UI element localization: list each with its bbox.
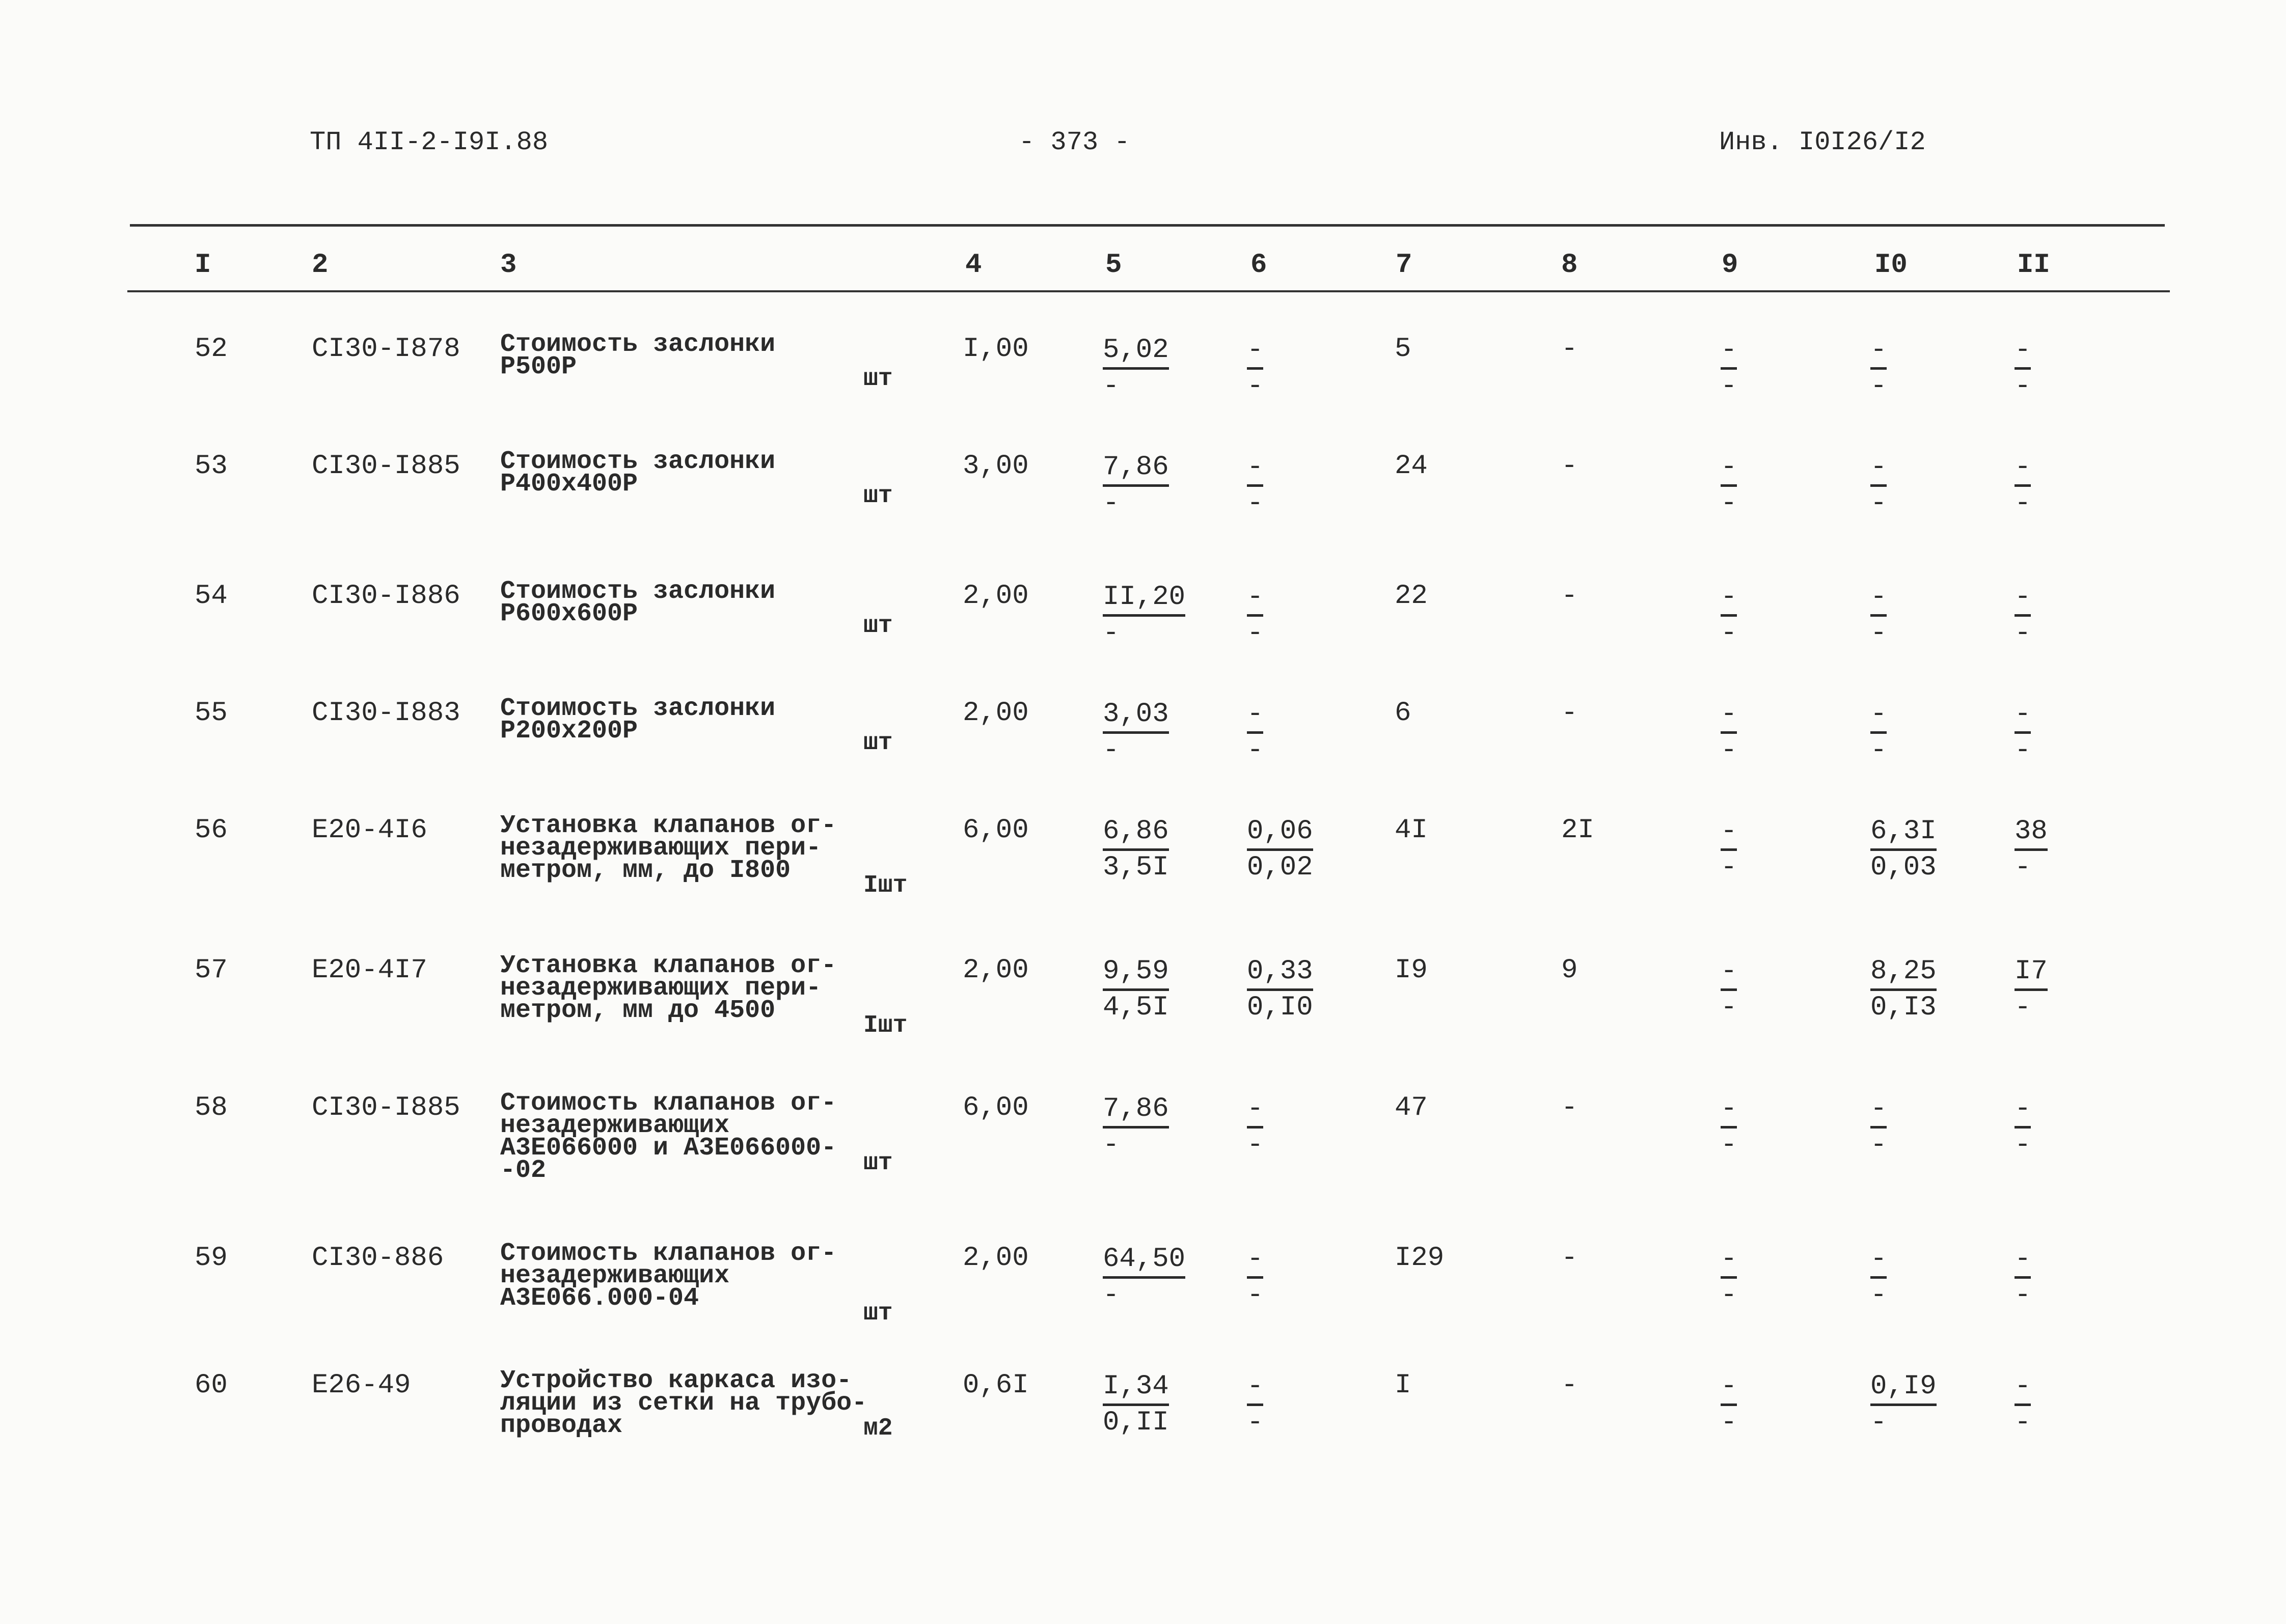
labor-total-denominator: -	[2015, 1280, 2031, 1311]
column-9-value-numerator: -	[1721, 334, 1737, 370]
labor-cost	[1870, 451, 1887, 520]
table-header-rule	[127, 290, 2170, 292]
column-9-value-numerator: -	[1721, 581, 1737, 617]
machine-cost	[1247, 581, 1263, 650]
labor-total-denominator: -	[2015, 1407, 2031, 1438]
unit-cost-denominator: -	[1103, 735, 1120, 766]
quantity: 6,00	[963, 1092, 1029, 1123]
quantity: 2,00	[963, 698, 1029, 729]
labor-cost-denominator: -	[1870, 735, 1887, 766]
labor-total-denominator: -	[2015, 371, 2031, 402]
wages-total: -	[1561, 1092, 1578, 1123]
unit-cost-numerator: 5,02	[1103, 334, 1169, 370]
labor-total-denominator: -	[2015, 852, 2031, 883]
labor-cost-numerator: 0,I9	[1870, 1370, 1937, 1406]
machine-cost-numerator: 0,33	[1247, 955, 1313, 991]
table-row	[0, 330, 2286, 456]
row-number: 60	[195, 1370, 228, 1401]
unit-cost-denominator: -	[1103, 371, 1120, 402]
labor-cost-numerator: -	[1870, 451, 1887, 487]
work-description: Стоимость заслонки Р400x400Р	[500, 447, 776, 499]
total-cost: 5	[1395, 334, 1411, 365]
page-number: - 373 -	[1019, 127, 1130, 157]
column-9-value-denominator: -	[1721, 1280, 1737, 1311]
inventory-number: Инв. I0I26/I2	[1719, 127, 1926, 157]
labor-total	[2015, 955, 2048, 1025]
wages-total: -	[1561, 334, 1578, 365]
labor-total	[2015, 581, 2031, 650]
wages-total: -	[1561, 451, 1578, 482]
table-row	[0, 447, 2286, 573]
unit-cost-numerator: 7,86	[1103, 451, 1169, 487]
column-header: 7	[1396, 250, 1412, 281]
unit-cost-numerator: 9,59	[1103, 955, 1169, 991]
column-9-value	[1721, 955, 1737, 1025]
unit-cost-numerator: II,20	[1103, 581, 1185, 617]
unit-of-measure: шт	[863, 365, 893, 393]
machine-cost-denominator: -	[1247, 1280, 1264, 1311]
machine-cost	[1247, 1370, 1263, 1440]
machine-cost	[1247, 451, 1263, 520]
labor-total-denominator: -	[2015, 618, 2031, 649]
labor-total-numerator: -	[2015, 1092, 2031, 1128]
work-description: Стоимость заслонки Р600x600Р	[500, 577, 776, 628]
column-header: 9	[1722, 250, 1738, 281]
column-header: I	[195, 250, 211, 281]
labor-cost	[1870, 334, 1887, 403]
labor-cost	[1870, 955, 1937, 1025]
column-header: I0	[1874, 250, 1908, 281]
column-header: II	[2017, 250, 2050, 281]
labor-cost	[1870, 1370, 1937, 1440]
machine-cost	[1247, 334, 1263, 403]
labor-cost-numerator: 8,25	[1870, 955, 1937, 991]
column-9-value-denominator: -	[1721, 1130, 1737, 1161]
unit-cost-numerator: 64,50	[1103, 1243, 1185, 1279]
unit-cost	[1103, 334, 1169, 403]
labor-cost-denominator: -	[1870, 1280, 1887, 1311]
machine-cost-numerator: -	[1247, 1370, 1263, 1406]
column-9-value-denominator: -	[1721, 735, 1737, 766]
machine-cost-numerator: 0,06	[1247, 815, 1313, 851]
row-number: 52	[195, 334, 228, 365]
column-9-value	[1721, 698, 1737, 767]
unit-cost-numerator: I,34	[1103, 1370, 1169, 1406]
labor-cost-numerator: -	[1870, 581, 1887, 617]
unit-of-measure: шт	[863, 1300, 893, 1327]
machine-cost-denominator: -	[1247, 735, 1264, 766]
wages-total: -	[1561, 698, 1578, 729]
labor-total-numerator: -	[2015, 698, 2031, 734]
rate-code: E20-4I6	[312, 815, 427, 846]
column-header: 5	[1105, 250, 1122, 281]
unit-cost-denominator: -	[1103, 1280, 1120, 1311]
table-row	[0, 694, 2286, 820]
unit-of-measure: шт	[863, 612, 893, 640]
row-number: 55	[195, 698, 228, 729]
unit-cost	[1103, 1243, 1185, 1312]
machine-cost	[1247, 955, 1313, 1025]
labor-cost-denominator: -	[1870, 618, 1887, 649]
column-9-value-numerator: -	[1721, 1243, 1737, 1279]
column-9-value	[1721, 1092, 1737, 1162]
rate-code: E26-49	[312, 1370, 411, 1401]
labor-cost	[1870, 581, 1887, 650]
unit-cost	[1103, 1092, 1169, 1162]
total-cost: I	[1395, 1370, 1411, 1401]
machine-cost	[1247, 698, 1263, 767]
total-cost: 24	[1395, 451, 1428, 482]
labor-cost	[1870, 1243, 1887, 1312]
quantity: 3,00	[963, 451, 1029, 482]
labor-cost-denominator: -	[1870, 1130, 1887, 1161]
row-number: 54	[195, 581, 228, 612]
machine-cost-denominator: 0,02	[1247, 852, 1313, 883]
labor-total	[2015, 451, 2031, 520]
rate-code: CI30-I886	[312, 581, 460, 612]
labor-total-numerator: 38	[2015, 815, 2048, 851]
labor-cost-denominator: -	[1870, 488, 1887, 519]
column-9-value-numerator: -	[1721, 955, 1737, 991]
rate-code: CI30-886	[312, 1243, 444, 1274]
machine-cost-denominator: 0,I0	[1247, 992, 1313, 1023]
column-header: 2	[312, 250, 329, 281]
unit-cost	[1103, 698, 1169, 767]
labor-cost-numerator: -	[1870, 698, 1887, 734]
labor-total	[2015, 1370, 2031, 1440]
quantity: 0,6I	[963, 1370, 1029, 1401]
labor-total-numerator: I7	[2015, 955, 2048, 991]
work-description: Стоимость клапанов ог- незадерживающих А3Е066.000-04	[500, 1239, 837, 1313]
rate-code: CI30-I878	[312, 334, 460, 365]
quantity: 2,00	[963, 955, 1029, 986]
labor-total	[2015, 334, 2031, 403]
labor-cost-numerator: -	[1870, 1243, 1887, 1279]
labor-cost-denominator: -	[1870, 1407, 1887, 1438]
labor-total-numerator: -	[2015, 1243, 2031, 1279]
labor-cost-denominator: 0,I3	[1870, 992, 1937, 1023]
table-row	[0, 1366, 2286, 1492]
machine-cost	[1247, 1243, 1263, 1312]
column-9-value-numerator: -	[1721, 698, 1737, 734]
machine-cost-numerator: -	[1247, 1092, 1263, 1128]
total-cost: I29	[1395, 1243, 1445, 1274]
column-9-value-denominator: -	[1721, 1407, 1737, 1438]
labor-total-numerator: -	[2015, 1370, 2031, 1406]
labor-cost-numerator: -	[1870, 334, 1887, 370]
column-header: 3	[500, 250, 517, 281]
column-9-value-numerator: -	[1721, 1092, 1737, 1128]
labor-total-numerator: -	[2015, 451, 2031, 487]
labor-cost-numerator: -	[1870, 1092, 1887, 1128]
row-number: 56	[195, 815, 228, 846]
row-number: 59	[195, 1243, 228, 1274]
rate-code: E20-4I7	[312, 955, 427, 986]
table-top-rule	[130, 224, 2165, 227]
column-header: 8	[1561, 250, 1578, 281]
work-description: Стоимость заслонки Р500Р	[500, 330, 776, 381]
column-header: 6	[1250, 250, 1267, 281]
labor-cost-numerator: 6,3I	[1870, 815, 1937, 851]
machine-cost-denominator: -	[1247, 488, 1264, 519]
total-cost: 47	[1395, 1092, 1428, 1123]
unit-cost-numerator: 7,86	[1103, 1092, 1169, 1128]
rate-code: CI30-I885	[312, 451, 460, 482]
column-9-value-numerator: -	[1721, 815, 1737, 851]
unit-cost-denominator: 0,II	[1103, 1407, 1169, 1438]
labor-total-numerator: -	[2015, 581, 2031, 617]
column-9-value-denominator: -	[1721, 992, 1737, 1023]
unit-cost	[1103, 581, 1185, 650]
labor-total-denominator: -	[2015, 735, 2031, 766]
unit-cost-denominator: -	[1103, 488, 1120, 519]
machine-cost-numerator: -	[1247, 1243, 1263, 1279]
column-9-value-numerator: -	[1721, 1370, 1737, 1406]
column-9-value-numerator: -	[1721, 451, 1737, 487]
column-9-value-denominator: -	[1721, 852, 1737, 883]
machine-cost-numerator: -	[1247, 698, 1263, 734]
wages-total: -	[1561, 1243, 1578, 1274]
column-9-value	[1721, 334, 1737, 403]
quantity: 2,00	[963, 1243, 1029, 1274]
labor-total	[2015, 815, 2048, 885]
work-description: Установка клапанов ог- незадерживающих пери- метром, мм, до I800	[500, 811, 837, 885]
machine-cost-denominator: -	[1247, 618, 1264, 649]
labor-cost-denominator: 0,03	[1870, 852, 1937, 883]
table-row	[0, 951, 2286, 1077]
unit-cost	[1103, 451, 1169, 520]
table-row	[0, 1089, 2286, 1215]
table-row	[0, 577, 2286, 703]
unit-cost	[1103, 955, 1169, 1025]
labor-total-numerator: -	[2015, 334, 2031, 370]
column-9-value-denominator: -	[1721, 618, 1737, 649]
machine-cost-denominator: -	[1247, 371, 1264, 402]
unit-cost	[1103, 1370, 1169, 1440]
unit-cost-denominator: -	[1103, 1130, 1120, 1161]
unit-cost-numerator: 3,03	[1103, 698, 1169, 734]
machine-cost-numerator: -	[1247, 334, 1263, 370]
unit-of-measure: шт	[863, 729, 893, 757]
machine-cost-denominator: -	[1247, 1130, 1264, 1161]
unit-cost-denominator: -	[1103, 618, 1120, 649]
row-number: 58	[195, 1092, 228, 1123]
machine-cost	[1247, 815, 1313, 885]
unit-of-measure: Iшт	[863, 872, 908, 899]
row-number: 53	[195, 451, 228, 482]
quantity: 2,00	[963, 581, 1029, 612]
column-9-value	[1721, 1370, 1737, 1440]
quantity: 6,00	[963, 815, 1029, 846]
table-row	[0, 811, 2286, 937]
unit-of-measure: м2	[863, 1415, 893, 1442]
work-description: Устройство каркаса изо- ляции из сетки на трубо- проводах	[500, 1366, 867, 1440]
total-cost: 6	[1395, 698, 1411, 729]
unit-of-measure: Iшт	[863, 1012, 908, 1039]
labor-total-denominator: -	[2015, 1130, 2031, 1161]
total-cost: I9	[1395, 955, 1428, 986]
row-number: 57	[195, 955, 228, 986]
labor-cost	[1870, 698, 1887, 767]
unit-of-measure: шт	[863, 1149, 893, 1177]
wages-total: -	[1561, 581, 1578, 612]
wages-total: 9	[1561, 955, 1578, 986]
work-description: Установка клапанов ог- незадерживающих пери- метром, мм до 4500	[500, 951, 837, 1025]
column-header: 4	[965, 250, 982, 281]
column-9-value-denominator: -	[1721, 488, 1737, 519]
labor-total-denominator: -	[2015, 992, 2031, 1023]
column-9-value-denominator: -	[1721, 371, 1737, 402]
total-cost: 22	[1395, 581, 1428, 612]
unit-cost-numerator: 6,86	[1103, 815, 1169, 851]
labor-cost-denominator: -	[1870, 371, 1887, 402]
column-9-value	[1721, 581, 1737, 650]
unit-cost-denominator: 4,5I	[1103, 992, 1169, 1023]
work-description: Стоимость заслонки Р200x200Р	[500, 694, 776, 746]
work-description: Стоимость клапанов ог- незадерживающих А3Е066000 и А3Е066000- -02	[500, 1089, 837, 1185]
unit-cost	[1103, 815, 1169, 885]
total-cost: 4I	[1395, 815, 1428, 846]
labor-total-denominator: -	[2015, 488, 2031, 519]
wages-total: -	[1561, 1370, 1578, 1401]
column-9-value	[1721, 1243, 1737, 1312]
labor-cost	[1870, 1092, 1887, 1162]
unit-of-measure: шт	[863, 482, 893, 510]
column-9-value	[1721, 815, 1737, 885]
machine-cost-denominator: -	[1247, 1407, 1264, 1438]
document-code: ТП 4II-2-I9I.88	[310, 127, 549, 157]
labor-total	[2015, 698, 2031, 767]
quantity: I,00	[963, 334, 1029, 365]
labor-cost	[1870, 815, 1937, 885]
wages-total: 2I	[1561, 815, 1594, 846]
labor-total	[2015, 1092, 2031, 1162]
rate-code: CI30-I883	[312, 698, 460, 729]
labor-total	[2015, 1243, 2031, 1312]
unit-cost-denominator: 3,5I	[1103, 852, 1169, 883]
rate-code: CI30-I885	[312, 1092, 460, 1123]
column-9-value	[1721, 451, 1737, 520]
table-row	[0, 1239, 2286, 1365]
machine-cost-numerator: -	[1247, 451, 1263, 487]
machine-cost	[1247, 1092, 1263, 1162]
machine-cost-numerator: -	[1247, 581, 1263, 617]
